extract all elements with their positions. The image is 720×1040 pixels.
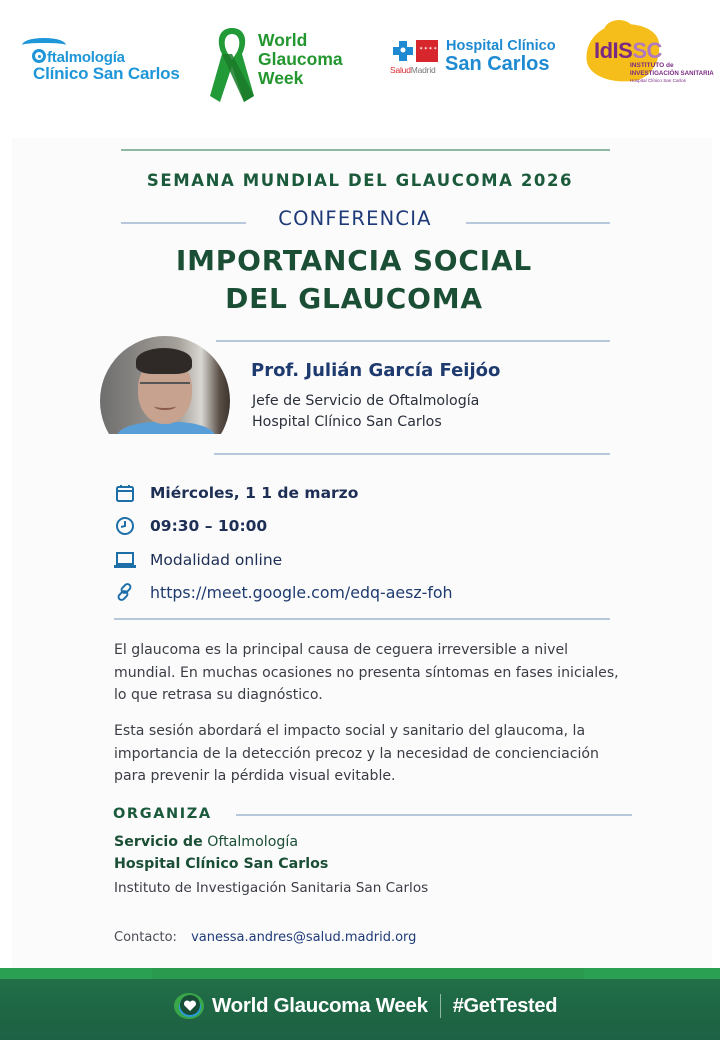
ribbon-icon (208, 24, 256, 104)
calendar-icon (113, 481, 137, 505)
wgw-eye-heart-icon (172, 991, 206, 1021)
divider (236, 814, 632, 816)
logo-text: Hospital Clínico San Carlos (630, 78, 686, 83)
logo-text: Hospital Clínico (446, 38, 556, 54)
divider (121, 222, 246, 224)
footer-brand-text: World Glaucoma Week (212, 994, 428, 1017)
madrid-flag-icon: ✶✶✶✶ (416, 40, 438, 62)
hospital-clinico-logo (388, 36, 578, 84)
logo-header (0, 0, 720, 130)
organizer-hospital: Hospital Clínico San Carlos (114, 856, 329, 872)
logo-text: Clínico San Carlos (33, 64, 180, 83)
event-time (113, 514, 267, 538)
idissc-logo (584, 20, 714, 90)
speaker-avatar (100, 336, 230, 434)
event-meeting-link[interactable] (113, 580, 453, 604)
world-glaucoma-week-logo (208, 24, 368, 104)
time-text: 09:30 – 10:00 (150, 517, 268, 535)
description-paragraph: Esta sesión abordará el impacto social y sanitario del glaucoma, la importancia de la detección precoz y la necesidad de concienciación para prevenir la pérdida visual evitable. (114, 723, 599, 784)
eye-icon (32, 49, 46, 63)
description-paragraph: El glaucoma es la principal causa de ceguera irreversible a nivel mundial. En muchas ocasiones no presenta síntomas en fases iniciales, lo que retrasa su diagnóstico. (114, 642, 619, 703)
event-date (113, 481, 358, 505)
speaker-affiliation: Hospital Clínico San Carlos (252, 414, 442, 430)
meeting-link[interactable]: https://meet.google.com/edq-aesz-foh (150, 582, 453, 602)
divider (466, 222, 610, 224)
logo-mark: IdISSC (594, 38, 662, 63)
oftalmologia-logo (22, 38, 202, 88)
speaker-role: Jefe de Servicio de Oftalmología (252, 393, 480, 409)
logo-text: ftalmología (47, 49, 125, 66)
footer-brand (172, 991, 557, 1021)
organizer-service: Servicio de Oftalmología (114, 834, 299, 850)
logo-text: San Carlos (445, 53, 550, 75)
modality-text: Modalidad online (150, 551, 283, 569)
link-icon (113, 580, 137, 604)
footer-stripe (152, 968, 584, 979)
logo-text: Glaucoma (258, 49, 343, 69)
organizer-institute: Instituto de Investigación Sanitaria San Carlos (114, 880, 429, 896)
logo-text: INVESTIGACIÓN SANITARIA (630, 70, 714, 77)
footer-separator (440, 994, 441, 1018)
logo-text: Week (258, 68, 304, 88)
logo-text: INSTITUTO de (630, 62, 674, 69)
event-kicker: SEMANA MUNDIAL DEL GLAUCOMA 2026 (146, 171, 574, 190)
laptop-icon (113, 548, 137, 572)
event-modality (113, 548, 282, 572)
divider (121, 149, 610, 151)
divider (214, 453, 610, 455)
contact-line (114, 930, 416, 945)
clock-icon (113, 514, 137, 538)
divider (114, 618, 610, 620)
salud-madrid-label: SaludMadrid (390, 65, 436, 75)
footer-banner (0, 968, 720, 1040)
footer-hashtag: #GetTested (452, 994, 558, 1017)
contact-email-link[interactable]: vanessa.andres@salud.madrid.org (191, 930, 417, 945)
salud-cross-icon (392, 40, 414, 62)
logo-text: World (258, 30, 308, 50)
speaker-name: Prof. Julián García Feijóo (251, 360, 501, 381)
event-title: IMPORTANCIA SOCIAL DEL GLAUCOMA (175, 244, 533, 315)
divider (216, 340, 610, 342)
contact-label: Contacto: (114, 930, 177, 945)
event-type: CONFERENCIA (278, 207, 432, 230)
organizer-heading: ORGANIZA (113, 806, 212, 822)
date-text: Miércoles, 1 1 de marzo (150, 484, 359, 502)
